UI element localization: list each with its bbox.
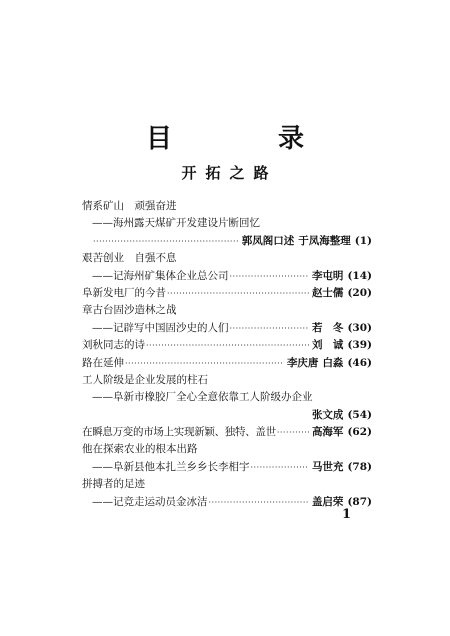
entry-subtitle: ——记海州矿集体企业总公司 — [92, 269, 229, 282]
entry-author: 于凤海整理 — [298, 234, 351, 247]
entry-title: 章古台固沙造林之战 — [82, 304, 177, 317]
entry-title: 艰苦创业 自强不息 — [82, 252, 177, 265]
entry-title: 拼搏者的足迹 — [82, 478, 145, 491]
entry-title: 情系矿山 顽强奋进 — [82, 200, 177, 212]
entry-author: 马世充 — [311, 460, 344, 473]
leader-dots — [93, 233, 239, 250]
entry-page: (46) — [347, 356, 372, 369]
entry-page: (87) — [347, 495, 372, 508]
entry-page: (30) — [347, 321, 372, 334]
toc-entry — [82, 268, 372, 285]
toc-entry — [82, 476, 372, 493]
entry-author: 若 冬 — [311, 321, 344, 334]
table-of-contents — [82, 198, 372, 511]
toc-entry — [82, 372, 372, 389]
entry-author: 高海军 — [311, 426, 344, 439]
page-number: 1 — [342, 507, 352, 522]
entry-title: 路在延伸 — [82, 356, 124, 369]
section-title: 开拓之路 — [181, 164, 278, 182]
toc-entry — [82, 198, 372, 215]
entry-page: (1) — [354, 234, 372, 247]
toc-entry — [82, 441, 372, 458]
entry-author: 李庆唐 — [286, 356, 319, 369]
entry-page: (20) — [347, 286, 372, 299]
toc-entry — [82, 337, 372, 354]
entry-author: 郭凤阁口述 — [241, 234, 295, 247]
entry-title: 工人阶级是企业发展的柱石 — [82, 373, 208, 386]
entry-page: (78) — [347, 460, 372, 473]
entry-author: 李屯明 — [311, 269, 344, 282]
leader-dots — [167, 285, 309, 302]
entry-page: (62) — [347, 426, 372, 439]
entry-title: 阜新发电厂的今昔 — [82, 286, 166, 299]
toc-entry — [82, 320, 372, 337]
entry-page: (54) — [347, 408, 372, 421]
entry-author: 张文成 — [311, 408, 344, 421]
entry-title: 他在探索农业的根本出路 — [82, 443, 198, 456]
toc-entry — [82, 302, 372, 319]
entry-subtitle: ——阜新市橡胶厂全心全意依靠工人阶级办企业 — [92, 391, 313, 404]
entry-author: 盖启荣 — [311, 495, 344, 508]
leader-dots — [209, 494, 309, 511]
toc-entry — [82, 233, 372, 250]
leader-dots — [146, 337, 309, 354]
toc-entry — [82, 459, 372, 476]
toc-entry — [82, 355, 372, 372]
leader-dots — [125, 355, 284, 372]
entry-author: 刘 诚 — [311, 339, 344, 352]
entry-subtitle: ——记辟写中国固沙史的人们 — [92, 321, 229, 334]
entry-subtitle: ——阜新县他本扎兰乡乡长李相宇 — [92, 460, 250, 473]
entry-subtitle: ——记竞走运动员金冰洁 — [92, 495, 208, 508]
entry-page: (14) — [347, 269, 372, 282]
toc-entry — [82, 389, 372, 406]
toc-entry — [82, 424, 372, 441]
entry-author: 赵士儒 — [311, 286, 344, 299]
toc-entry — [82, 215, 372, 232]
entry-author: 白淼 — [322, 356, 344, 369]
entry-subtitle: ——海州露天煤矿开发建设片断回忆 — [92, 217, 260, 230]
page-title: 目 录 — [145, 124, 344, 154]
leader-dots — [251, 459, 309, 476]
toc-entry — [82, 494, 372, 511]
toc-entry — [82, 250, 372, 267]
toc-entry — [82, 285, 372, 302]
leader-dots — [230, 268, 309, 285]
toc-entry — [82, 407, 372, 424]
leader-dots — [277, 424, 309, 441]
entry-title: 在瞬息万变的市场上实现新颖、独特、盖世 — [82, 426, 276, 439]
entry-title: 刘秋同志的诗 — [82, 339, 145, 352]
entry-page: (39) — [347, 339, 372, 352]
leader-dots — [230, 320, 309, 337]
